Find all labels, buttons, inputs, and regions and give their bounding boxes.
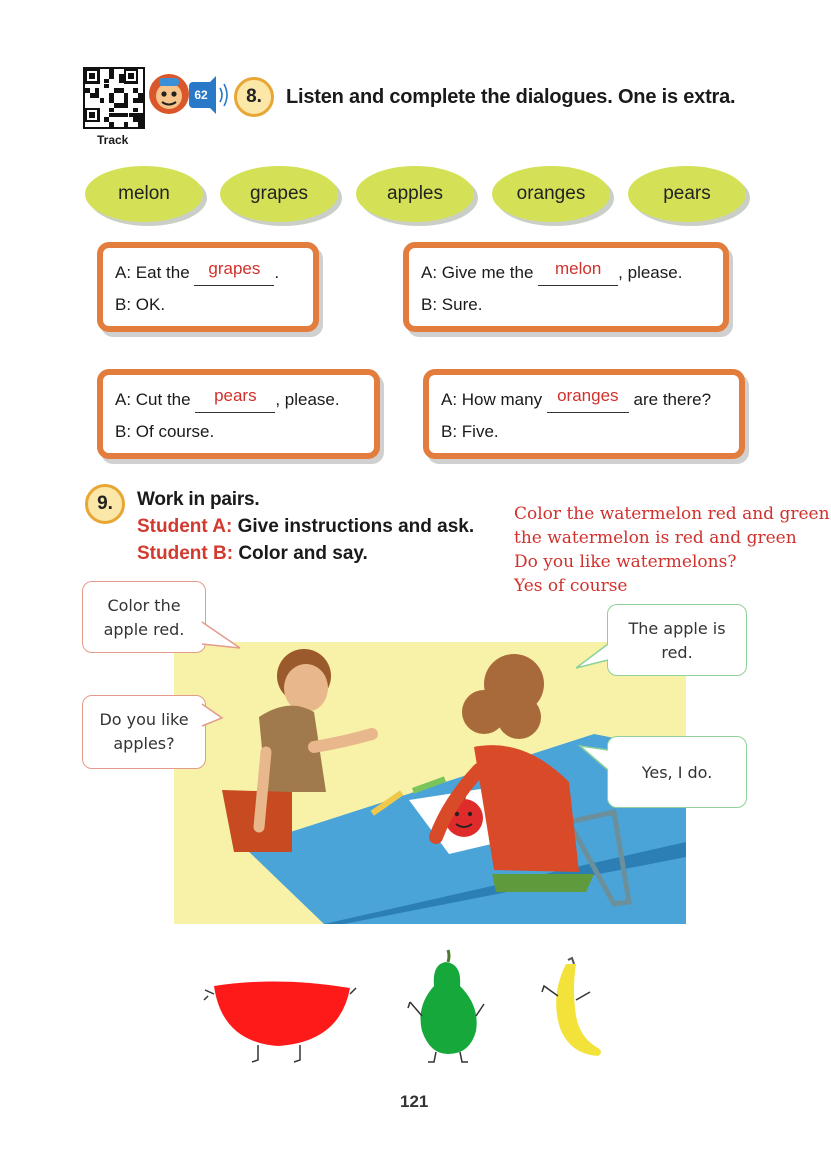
bubble-tail bbox=[200, 620, 242, 652]
word-pill-pears[interactable]: pears bbox=[628, 166, 746, 222]
page-number: 121 bbox=[400, 1092, 429, 1111]
exercise-9-title: Work in pairs. bbox=[137, 489, 260, 510]
dialogue-2-punct: , please. bbox=[618, 263, 683, 282]
exercise-9-number: 9. bbox=[85, 484, 125, 524]
exercise-8-title: Listen and complete the dialogues. One is extra. bbox=[286, 86, 736, 108]
dialogue-box-1 bbox=[97, 242, 319, 332]
dialogue-1-line-a bbox=[115, 258, 301, 290]
mascot-icon bbox=[147, 72, 191, 116]
word-pill-oranges[interactable]: oranges bbox=[492, 166, 610, 222]
exercise-8-number: 8. bbox=[234, 77, 274, 117]
dialogue-2-line-a bbox=[421, 258, 711, 290]
pear-icon[interactable] bbox=[404, 946, 488, 1066]
answer-3: pears bbox=[214, 386, 257, 405]
dialogue-box-2 bbox=[403, 242, 729, 332]
dialogue-4-text: A: How many bbox=[441, 390, 547, 409]
handwritten-note-3: Do you like watermelons? bbox=[514, 552, 737, 572]
bubble-line: Yes, I do. bbox=[641, 763, 713, 782]
word-pill-melon[interactable]: melon bbox=[85, 166, 203, 222]
watermelon-icon[interactable] bbox=[200, 972, 358, 1068]
bubble-line: red. bbox=[661, 643, 693, 662]
handwritten-note-4: Yes of course bbox=[514, 576, 628, 596]
dialogue-box-4 bbox=[423, 369, 745, 459]
bubble-tail bbox=[578, 742, 610, 776]
answer-blank-3[interactable] bbox=[195, 386, 275, 413]
track-number-badge: 62 bbox=[189, 82, 213, 108]
answer-1: grapes bbox=[208, 259, 261, 278]
speech-bubble-apple-is-red bbox=[607, 604, 747, 676]
word-pill-apples[interactable]: apples bbox=[356, 166, 474, 222]
answer-blank-2[interactable] bbox=[538, 259, 618, 286]
speech-bubble-like-apples bbox=[82, 695, 206, 769]
dialogue-3-text: A: Cut the bbox=[115, 390, 196, 409]
qr-label: Track bbox=[97, 133, 129, 147]
bubble-tail bbox=[200, 700, 224, 730]
student-a-label: Student A: bbox=[137, 516, 233, 537]
answer-2: melon bbox=[555, 259, 602, 278]
qr-code[interactable] bbox=[83, 67, 145, 129]
dialogue-1-line-b: B: OK. bbox=[115, 295, 166, 314]
bubble-line: apples? bbox=[113, 734, 175, 753]
handwritten-note-1: Color the watermelon red and green bbox=[514, 504, 830, 524]
speech-bubble-color-apple bbox=[82, 581, 206, 653]
dialogue-box-3 bbox=[97, 369, 380, 459]
dialogue-4-line-a bbox=[441, 385, 727, 417]
dialogue-4-punct: are there? bbox=[628, 390, 712, 409]
answer-blank-1[interactable] bbox=[194, 259, 274, 286]
student-b-instruction bbox=[137, 543, 368, 565]
dialogue-1-text: A: Eat the bbox=[115, 263, 195, 282]
dialogue-4-line-b: B: Five. bbox=[441, 422, 499, 441]
dialogue-1-punct: . bbox=[274, 263, 280, 282]
handwritten-note-2: the watermelon is red and green bbox=[514, 528, 797, 548]
student-a-instruction bbox=[137, 516, 474, 538]
dialogue-3-line-a bbox=[115, 385, 362, 417]
bubble-line: Color the bbox=[107, 596, 181, 615]
banana-icon[interactable] bbox=[538, 956, 608, 1066]
answer-4: oranges bbox=[557, 386, 619, 405]
bubble-line: apple red. bbox=[103, 620, 185, 639]
answer-blank-4[interactable] bbox=[547, 386, 629, 413]
dialogue-2-text: A: Give me the bbox=[421, 263, 539, 282]
student-a-text: Give instructions and ask. bbox=[232, 516, 475, 537]
student-b-label: Student B: bbox=[137, 543, 234, 564]
dialogue-2-line-b: B: Sure. bbox=[421, 295, 483, 314]
bubble-tail bbox=[574, 640, 610, 672]
dialogue-3-punct: , please. bbox=[275, 390, 340, 409]
speech-bubble-yes-i-do bbox=[607, 736, 747, 808]
student-b-text: Color and say. bbox=[233, 543, 368, 564]
bubble-line: The apple is bbox=[628, 619, 726, 638]
word-pill-grapes[interactable]: grapes bbox=[220, 166, 338, 222]
dialogue-3-line-b: B: Of course. bbox=[115, 422, 215, 441]
bubble-line: Do you like bbox=[99, 710, 189, 729]
